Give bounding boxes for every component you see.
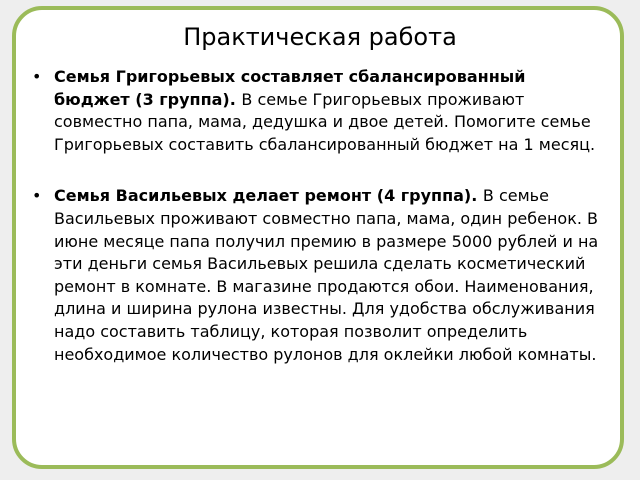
- bullet-text: В семье Григорьевых проживают совместно папа, мама, дедушка и двое детей. Помогите семье Григорьевых составить сбалансированный бюджет на 1 месяц.: [54, 89, 596, 154]
- bullet-marker: •: [32, 186, 42, 206]
- bullet-marker: •: [32, 67, 42, 86]
- bullet-item-vasilyev-repair: [32, 185, 602, 366]
- slide-title: Практическая работа: [183, 23, 457, 51]
- bullet-heading: Семья Григорьевых составляет сбалансированный бюджет (3 группа).: [54, 67, 526, 109]
- bullet-text: В семье Васильевых проживают совместно папа, мама, один ребенок. В июне месяце папа получил премию в размере 5000 рублей и на эти деньги семья Васильевых решила сделать косметический ремонт в комнате. В магазине продаются обои. Наименования, длина и ширина рулона известны. Для удобства обслуживания надо составить таблицу, которая позволит определить необходимое количество рулонов для оклейки любой комнаты.: [54, 186, 599, 364]
- bullet-item-grigoryev-budget: [32, 66, 602, 156]
- bullet-heading: Семья Васильевых делает ремонт (4 группа).: [54, 186, 483, 206]
- bullet-list: [32, 66, 602, 366]
